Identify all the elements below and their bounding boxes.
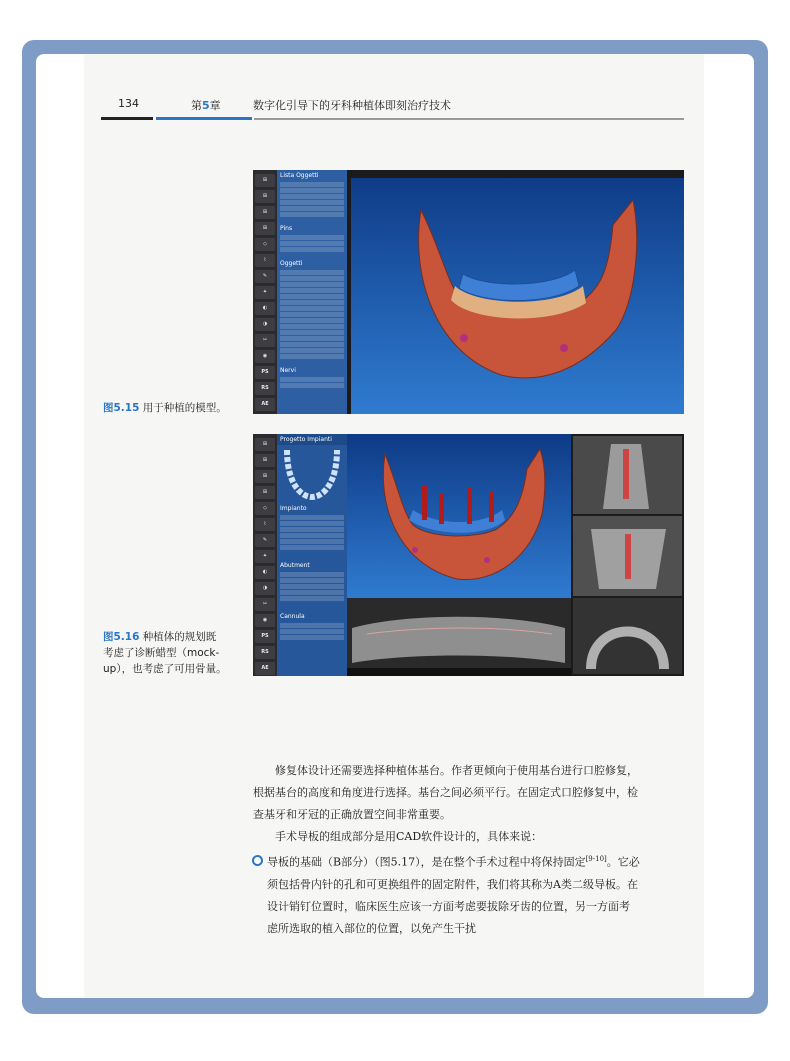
- chapter-prefix: 第: [191, 99, 202, 112]
- chapter-title: 数字化引导下的牙科种植体即刻治疗技术: [253, 99, 451, 112]
- toolbar-button: ◑: [255, 318, 275, 331]
- header-rule-gray: [254, 118, 684, 120]
- toolbar-button: ⊞: [255, 190, 275, 203]
- toolbar-button: ◐: [255, 566, 275, 579]
- 3d-jaw-viewport: [351, 170, 684, 414]
- page-number: 134: [118, 97, 139, 110]
- toolbar-ae-button: AE: [255, 662, 275, 675]
- para1-line-1: 修复体设计还需要选择种植体基台。作者更倾向于使用基台进行口腔修复，: [275, 764, 638, 777]
- toolbar-button: ◐: [255, 302, 275, 315]
- bullet-item-1: [267, 848, 687, 940]
- toolbar-ae-button: AE: [255, 398, 275, 411]
- figure-number: 图5.15: [103, 402, 140, 414]
- header-rule-dark: [101, 117, 153, 120]
- toolbar-button: ⊞: [255, 222, 275, 235]
- toolbar-button: ◉: [255, 350, 275, 363]
- figure-5-16-screenshot: [253, 434, 684, 676]
- nerves-section-title: Nervi: [280, 367, 296, 374]
- bullet1-line-2: 须包括骨内针的孔和可更换组件的固定附件，我们将其称为A类二级导板。在: [267, 877, 638, 891]
- header-rule-blue: [156, 117, 252, 120]
- chapter-number: 5: [202, 99, 210, 112]
- objects-section-title: Oggetti: [280, 260, 303, 267]
- toolbar-button: ◇: [255, 238, 275, 251]
- para1-line-2: 根据基台的高度和角度进行选择。基台之间必须平行。在固定式口腔修复中，检: [253, 786, 638, 799]
- toolbar-rs-button: RS: [255, 646, 275, 659]
- panoramic-ct-view: [347, 598, 571, 676]
- caption-text: 用于种植的模型。: [142, 402, 227, 414]
- toolbar-button: ✎: [255, 534, 275, 547]
- impianto-section-title: Impianto: [280, 505, 307, 512]
- citation-ref: [9-10]: [585, 855, 607, 863]
- toolbar-button: ✦: [255, 550, 275, 563]
- chapter-suffix: 章: [209, 99, 221, 112]
- figure-number: 图5.16: [103, 631, 140, 643]
- caption-line-1: 种植体的规划既: [142, 631, 217, 643]
- tab-progetto-impianti: Progetto Impianti: [277, 434, 347, 445]
- cannula-section-title: Cannula: [280, 613, 305, 620]
- panel-title: Lista Oggetti: [280, 172, 319, 179]
- toolbar-button: ⌇: [255, 518, 275, 531]
- toolbar-button: ⌇: [255, 254, 275, 267]
- cross-section-views: [571, 434, 684, 676]
- toolbar-button: ⊞: [255, 438, 275, 451]
- pins-section-title: Pins: [280, 225, 293, 232]
- toolbar-button: ◉: [255, 614, 275, 627]
- implant-planning-panel: [277, 434, 347, 676]
- toolbar-button: ⊞: [255, 470, 275, 483]
- caption-line-2: 考虑了诊断蜡型（mock-: [103, 647, 220, 659]
- paragraph-1: [253, 760, 685, 826]
- toolbar-button: ⊞: [255, 174, 275, 187]
- paragraph-2: [253, 826, 685, 848]
- toolbar-button: ✂: [255, 598, 275, 611]
- toolbar-button: ⊞: [255, 454, 275, 467]
- figure-5-15-caption: [103, 400, 227, 416]
- toolbar-button: ✎: [255, 270, 275, 283]
- abutment-section-title: Abutment: [280, 562, 310, 569]
- para2-text: 手术导板的组成部分是用CAD软件设计的，具体来说：: [275, 830, 543, 843]
- dental-arch-chart: [277, 445, 347, 503]
- toolbar-button: ⊞: [255, 486, 275, 499]
- bullet-marker: [252, 855, 263, 866]
- bullet1-line-4: 虑所选取的植入部位的位置，以免产生干扰: [267, 921, 476, 935]
- para1-line-3: 查基牙和牙冠的正确放置空间非常重要。: [253, 808, 451, 821]
- figure-5-15-screenshot: [253, 170, 684, 414]
- toolbar-ps-button: PS: [255, 630, 275, 643]
- toolbar-button: ✂: [255, 334, 275, 347]
- toolbar-button: ◑: [255, 582, 275, 595]
- chapter-label: [191, 97, 221, 113]
- bullet1-line-3: 设计销钉位置时，临床医生应该一方面考虑要拔除牙齿的位置，另一方面考: [267, 899, 630, 913]
- toolbar-button: ✦: [255, 286, 275, 299]
- toolbar-button: ◇: [255, 502, 275, 515]
- software-toolbar: [253, 434, 277, 676]
- toolbar-ps-button: PS: [255, 366, 275, 379]
- bullet1-line-1: 导板的基础（B部分）（图5.17），是在整个手术过程中将保持固定[9-10]。它必: [267, 855, 640, 869]
- figure-5-16-caption: [103, 629, 233, 677]
- toolbar-rs-button: RS: [255, 382, 275, 395]
- toolbar-button: ⊞: [255, 206, 275, 219]
- object-list-panel: [277, 170, 347, 414]
- caption-line-3: up），也考虑了可用骨量。: [103, 663, 227, 675]
- software-toolbar: [253, 170, 277, 414]
- 3d-implant-viewport: [347, 434, 571, 598]
